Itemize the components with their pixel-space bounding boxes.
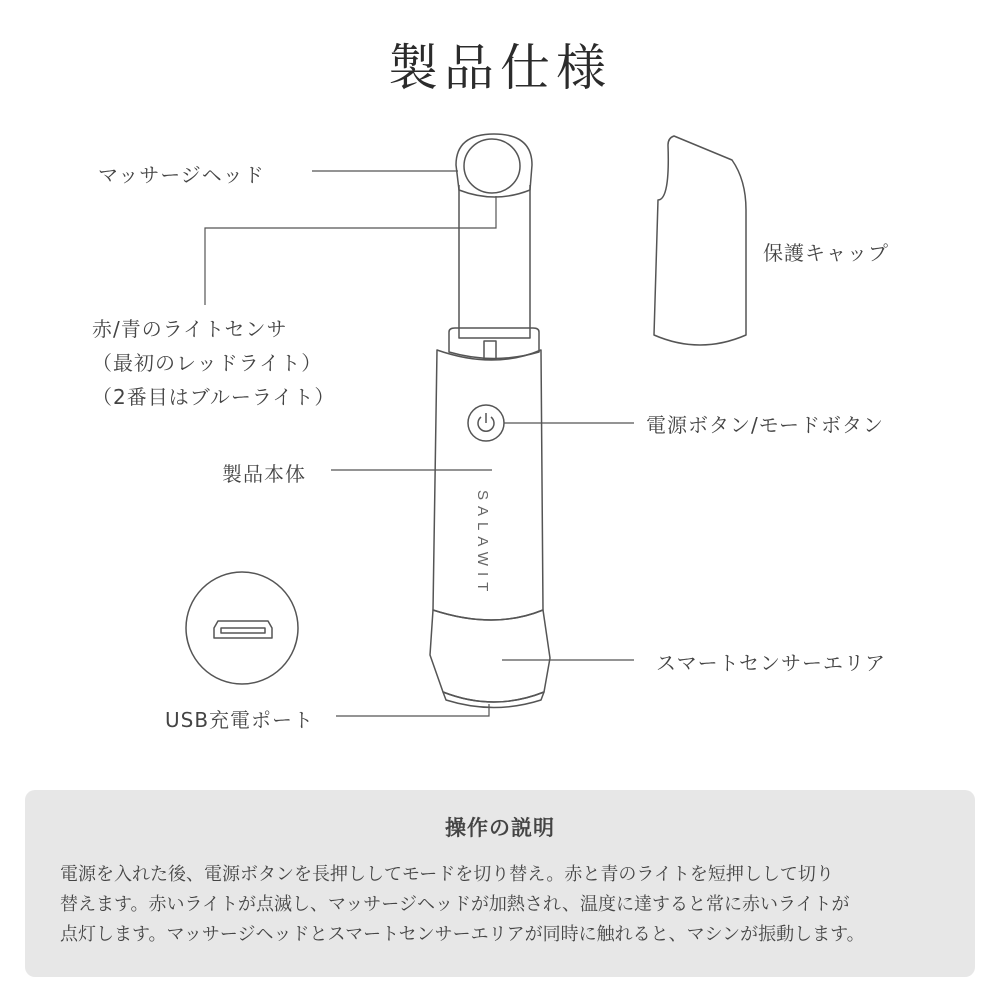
massage-head-pad (464, 139, 520, 193)
usb-port-icon (214, 621, 272, 638)
explanation-title: 操作の説明 (445, 816, 555, 840)
explanation-line: 替えます。赤いライトが点滅し、マッサージヘッドが加熱され、温度に達すると常に赤いライトが (60, 894, 850, 915)
label-light-sensor-line1: 赤/青のライトセンサ (92, 317, 288, 341)
brand-text: SALAWIT (474, 490, 491, 598)
label-power-button: 電源ボタン/モードボタン (646, 413, 884, 437)
explanation-line: 点灯します。マッサージヘッドとスマートセンサーエリアが同時に触れると、マシンが振動します。 (60, 924, 865, 945)
label-smart-sensor: スマートセンサーエリア (656, 651, 886, 675)
device-neck (459, 185, 530, 338)
device-collar (449, 328, 539, 359)
explanation-line: 電源を入れた後、電源ボタンを長押ししてモードを切り替え。赤と青のライトを短押しして切り (60, 864, 834, 885)
smart-sensor-area (430, 610, 550, 702)
explanation-panel (25, 790, 975, 977)
label-protective-cap: 保護キャップ (763, 241, 889, 265)
label-light-sensor (92, 312, 335, 414)
light-sensor (484, 341, 496, 359)
protective-cap (654, 136, 746, 345)
label-light-sensor-line2: （最初のレッドライト） (92, 351, 323, 375)
label-product-body: 製品本体 (222, 462, 306, 486)
explanation-body (60, 860, 950, 950)
label-massage-head: マッサージヘッド (98, 163, 265, 187)
device-bottom (443, 692, 544, 708)
label-usb-port: USB充電ポート (165, 708, 315, 732)
label-light-sensor-line3: （2番目はブルーライト） (92, 385, 336, 409)
page-title: 製品仕様 (388, 39, 612, 97)
